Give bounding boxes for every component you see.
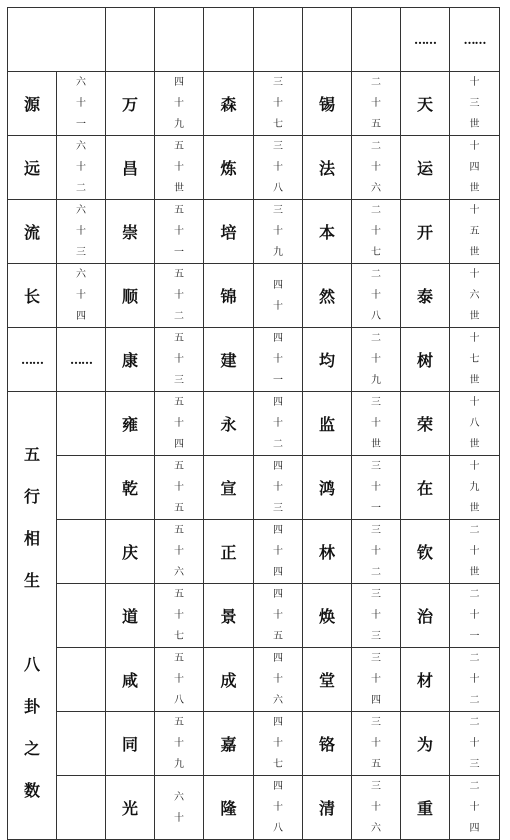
- empty-cell: [57, 712, 106, 776]
- generation-number-cell: 二 十 五: [352, 72, 401, 136]
- generation-character-cell: 远: [8, 136, 57, 200]
- generation-character-cell: 在: [401, 456, 450, 520]
- generation-number-cell: 二 十 七: [352, 200, 401, 264]
- generation-number-cell: 二 十 三: [450, 712, 500, 776]
- generation-character-cell: 堂: [303, 648, 352, 712]
- generation-character-cell: 长: [8, 264, 57, 328]
- generation-number-cell: 二 十 八: [352, 264, 401, 328]
- generation-number-cell: 六 十 二: [57, 136, 106, 200]
- generation-character-cell: 焕: [303, 584, 352, 648]
- generation-character-cell: 同: [106, 712, 155, 776]
- generation-number-cell: 三 十 六: [352, 776, 401, 840]
- generation-number-cell: 三 十 八: [254, 136, 303, 200]
- generation-number-cell: 四 十 三: [254, 456, 303, 520]
- generation-number-cell: 二 十 六: [352, 136, 401, 200]
- generation-number-cell: 六 十: [155, 776, 204, 840]
- generation-number-cell: 三 十 一: [352, 456, 401, 520]
- generation-character-cell: 雍: [106, 392, 155, 456]
- generation-number-cell: 十 八 世: [450, 392, 500, 456]
- generation-number-cell: 四 十 一: [254, 328, 303, 392]
- generation-character-cell: 炼: [204, 136, 254, 200]
- generation-number-cell: 五 十 七: [155, 584, 204, 648]
- generation-character-cell: 咸: [106, 648, 155, 712]
- side-label-cell: [8, 392, 57, 840]
- generation-character-cell: 正: [204, 520, 254, 584]
- empty-cell: [57, 520, 106, 584]
- table-row: [8, 264, 500, 328]
- generation-character-cell: 光: [106, 776, 155, 840]
- side-label-bottom: 八 卦 之 数: [23, 654, 40, 800]
- generation-number-cell: 二 十 九: [352, 328, 401, 392]
- generation-character-cell: 林: [303, 520, 352, 584]
- table-row: [8, 648, 500, 712]
- generation-number-cell: 二 十 二: [450, 648, 500, 712]
- generation-number-cell: 四 十: [254, 264, 303, 328]
- generation-number-cell: 四 十 二: [254, 392, 303, 456]
- generation-character-cell: 为: [401, 712, 450, 776]
- table-row: [8, 584, 500, 648]
- header-cell: [352, 8, 401, 72]
- generation-character-cell: 重: [401, 776, 450, 840]
- table-row: [8, 72, 500, 136]
- generation-number-cell: 六 十 四: [57, 264, 106, 328]
- generation-number-cell: 十 七 世: [450, 328, 500, 392]
- generation-number-cell: 二 十 四: [450, 776, 500, 840]
- table-row: [8, 520, 500, 584]
- table-row: [8, 328, 500, 392]
- generation-character-cell: 锡: [303, 72, 352, 136]
- generation-character-cell: 源: [8, 72, 57, 136]
- generation-character-cell: 治: [401, 584, 450, 648]
- generation-number-cell: 四 十 四: [254, 520, 303, 584]
- table-row: [8, 200, 500, 264]
- generation-number-cell: 五 十 三: [155, 328, 204, 392]
- generation-character-cell: 成: [204, 648, 254, 712]
- generation-character-cell: 嘉: [204, 712, 254, 776]
- generation-character-cell: 天: [401, 72, 450, 136]
- generation-number-cell: 三 十 五: [352, 712, 401, 776]
- generation-poem-table: [7, 7, 500, 840]
- header-cell: [155, 8, 204, 72]
- generation-character-cell: 建: [204, 328, 254, 392]
- generation-number-cell: 三 十 四: [352, 648, 401, 712]
- generation-number-cell: 五 十 二: [155, 264, 204, 328]
- table-row: [8, 776, 500, 840]
- generation-number-cell: 五 十 四: [155, 392, 204, 456]
- generation-character-cell: 监: [303, 392, 352, 456]
- generation-character-cell: 康: [106, 328, 155, 392]
- header-cell: [303, 8, 352, 72]
- header-cell: [204, 8, 254, 72]
- side-label-top: 五 行 相 生: [23, 444, 40, 590]
- generation-number-cell: 五 十 八: [155, 648, 204, 712]
- generation-number-cell: 十 九 世: [450, 456, 500, 520]
- generation-character-cell: 宣: [204, 456, 254, 520]
- generation-character-cell: 隆: [204, 776, 254, 840]
- generation-number-cell: 三 十 世: [352, 392, 401, 456]
- generation-number-cell: 三 十 二: [352, 520, 401, 584]
- generation-number-cell: 五 十 一: [155, 200, 204, 264]
- empty-cell: [57, 584, 106, 648]
- empty-cell: [57, 776, 106, 840]
- ellipsis-cell: ……: [57, 328, 106, 392]
- empty-cell: [57, 456, 106, 520]
- header-cell: [8, 8, 106, 72]
- generation-character-cell: 开: [401, 200, 450, 264]
- generation-number-cell: 六 十 三: [57, 200, 106, 264]
- header-cell: ……: [401, 8, 450, 72]
- generation-character-cell: 培: [204, 200, 254, 264]
- header-cell: [254, 8, 303, 72]
- generation-character-cell: 材: [401, 648, 450, 712]
- generation-character-cell: 本: [303, 200, 352, 264]
- generation-character-cell: 昌: [106, 136, 155, 200]
- generation-number-cell: 四 十 六: [254, 648, 303, 712]
- generation-character-cell: 永: [204, 392, 254, 456]
- generation-number-cell: 五 十 世: [155, 136, 204, 200]
- generation-character-cell: 森: [204, 72, 254, 136]
- generation-character-cell: 法: [303, 136, 352, 200]
- generation-character-cell: 泰: [401, 264, 450, 328]
- generation-number-cell: 五 十 六: [155, 520, 204, 584]
- generation-number-cell: 四 十 七: [254, 712, 303, 776]
- generation-number-cell: 五 十 五: [155, 456, 204, 520]
- generation-character-cell: 乾: [106, 456, 155, 520]
- generation-number-cell: 十 四 世: [450, 136, 500, 200]
- generation-number-cell: 三 十 三: [352, 584, 401, 648]
- ellipsis-cell: ……: [8, 328, 57, 392]
- generation-character-cell: 均: [303, 328, 352, 392]
- generation-character-cell: 锦: [204, 264, 254, 328]
- generation-number-cell: 十 六 世: [450, 264, 500, 328]
- generation-character-cell: 运: [401, 136, 450, 200]
- generation-character-cell: 鸿: [303, 456, 352, 520]
- header-cell: [106, 8, 155, 72]
- header-row: [8, 8, 500, 72]
- empty-cell: [57, 648, 106, 712]
- generation-number-cell: 十 五 世: [450, 200, 500, 264]
- generation-character-cell: 清: [303, 776, 352, 840]
- table-row: [8, 136, 500, 200]
- generation-character-cell: 道: [106, 584, 155, 648]
- generation-character-cell: 荣: [401, 392, 450, 456]
- generation-number-cell: 三 十 九: [254, 200, 303, 264]
- generation-number-cell: 四 十 八: [254, 776, 303, 840]
- generation-number-cell: 四 十 九: [155, 72, 204, 136]
- generation-number-cell: 十 三 世: [450, 72, 500, 136]
- empty-cell: [57, 392, 106, 456]
- generation-character-cell: 崇: [106, 200, 155, 264]
- generation-character-cell: 然: [303, 264, 352, 328]
- generation-character-cell: 景: [204, 584, 254, 648]
- generation-character-cell: 流: [8, 200, 57, 264]
- generation-number-cell: 五 十 九: [155, 712, 204, 776]
- generation-character-cell: 万: [106, 72, 155, 136]
- generation-number-cell: 二 十 一: [450, 584, 500, 648]
- generation-number-cell: 三 十 七: [254, 72, 303, 136]
- generation-number-cell: 四 十 五: [254, 584, 303, 648]
- table-row: [8, 456, 500, 520]
- table-row: [8, 712, 500, 776]
- generation-character-cell: 铬: [303, 712, 352, 776]
- generation-number-cell: 二 十 世: [450, 520, 500, 584]
- generation-character-cell: 庆: [106, 520, 155, 584]
- generation-number-cell: 六 十 一: [57, 72, 106, 136]
- generation-character-cell: 钦: [401, 520, 450, 584]
- table-row: [8, 392, 500, 456]
- generation-character-cell: 顺: [106, 264, 155, 328]
- header-cell: ……: [450, 8, 500, 72]
- generation-character-cell: 树: [401, 328, 450, 392]
